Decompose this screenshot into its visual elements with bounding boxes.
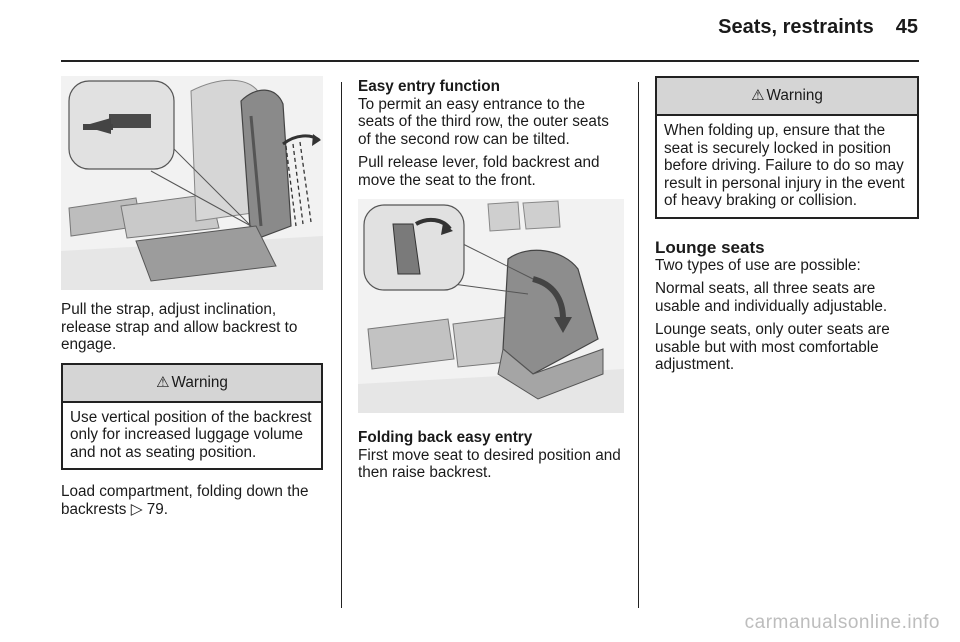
warning-title: Warning xyxy=(171,373,228,391)
page-ref-arrow-icon: ▷ xyxy=(130,500,143,518)
seat-strap-illustration xyxy=(61,76,323,290)
page-number: 45 xyxy=(895,16,918,38)
lounge-para-2: Normal seats, all three seats are usable and individually adjustable. xyxy=(655,280,888,315)
lounge-para-3: Lounge seats, only outer seats are usable but with most comfortable adjustment. xyxy=(655,321,890,373)
xref-text: Load compartment, folding down the backrests xyxy=(61,483,309,518)
warning-header-2 xyxy=(657,78,917,116)
column-divider-1 xyxy=(341,82,342,608)
strap-caption: Pull the strap, adjust inclination, release strap and allow backrest to engage. xyxy=(61,301,298,353)
column-1 xyxy=(61,76,323,524)
warning-box-2 xyxy=(655,76,919,219)
warning-title-2: Warning xyxy=(766,87,823,104)
load-compartment-reference xyxy=(61,483,323,518)
seat-strap-drawing xyxy=(61,76,323,290)
warning-header-1 xyxy=(63,365,321,403)
column-divider-2 xyxy=(638,82,639,608)
page-header xyxy=(718,16,918,39)
easy-entry-para-1: To permit an easy entrance to the seats of the third row, the outer seats of the second row can be tilted. xyxy=(358,95,609,148)
easy-entry-heading: Easy entry function xyxy=(358,78,500,95)
header-rule xyxy=(61,60,919,62)
lounge-para-1: Two types of use are possible: xyxy=(655,256,861,274)
watermark: carmanualsonline.info xyxy=(744,612,940,633)
section-title: Seats, restraints xyxy=(718,16,874,38)
warning-text-1: Use vertical position of the backrest only for increased luggage volume and not as seating position. xyxy=(70,408,312,461)
warning-icon-2: ⚠ xyxy=(751,87,765,104)
folding-back-para: First move seat to desired position and then raise backrest. xyxy=(358,446,621,481)
easy-entry-drawing xyxy=(358,199,624,413)
easy-entry-illustration xyxy=(358,199,624,413)
folding-back-heading: Folding back easy entry xyxy=(358,429,533,446)
column-3 xyxy=(655,76,919,380)
warning-icon: ⚠ xyxy=(156,373,170,391)
column-2 xyxy=(358,78,624,488)
warning-text-2: When folding up, ensure that the seat is securely locked in position before driving. Failure to do so may result in personal injury in the event of heavy braking or collision. xyxy=(664,122,905,209)
xref-page-link[interactable]: 79. xyxy=(146,500,168,518)
lounge-seats-heading: Lounge seats xyxy=(655,237,765,257)
easy-entry-para-2: Pull release lever, fold backrest and move the seat to the front. xyxy=(358,154,600,189)
warning-box-1 xyxy=(61,363,323,471)
